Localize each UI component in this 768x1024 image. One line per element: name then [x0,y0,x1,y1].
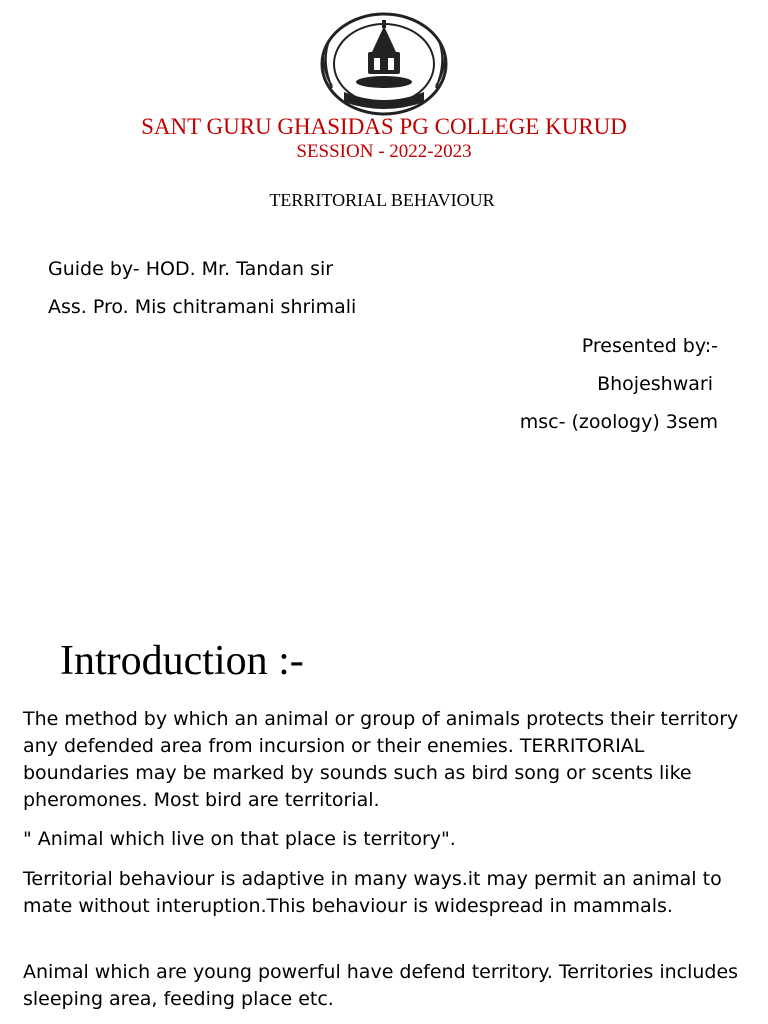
intro-paragraph-4: Animal which are young powerful have defend territory. Territories includes sleeping area, feeding place etc. [23,961,739,1010]
college-logo [298,4,470,116]
intro-paragraph-2: " Animal which live on that place is territory". [23,828,456,850]
presenter-name: Bhojeshwari [597,373,713,395]
introduction-heading: Introduction :- [60,638,304,684]
intro-paragraph-1: The method by which an animal or group of animals protects their territory any defended area from incursion or their enemies. TERRITORIAL boundaries may be marked by sounds such as bird song or scents like pheromones. Most bird are territorial. [23,708,739,811]
topic-title: TERRITORIAL BEHAVIOUR [269,190,495,210]
session-text: SESSION - 2022-2023 [296,141,472,162]
logo-motto: विद्या ददाति विनयम [362,93,406,100]
college-name: SANT GURU GHASIDAS PG COLLEGE KURUD [141,114,627,139]
guide-line-assistant-professor: Ass. Pro. Mis chitramani shrimali [48,296,357,318]
intro-paragraph-3: Territorial behaviour is adaptive in many ways.it may permit an animal to mate without interuption.This behaviour is widespread in mammals. [23,868,722,917]
presented-by-label: Presented by:- [581,335,718,357]
guide-line-hod: Guide by- HOD. Mr. Tandan sir [48,258,334,280]
presenter-course: msc- (zoology) 3sem [519,411,718,433]
